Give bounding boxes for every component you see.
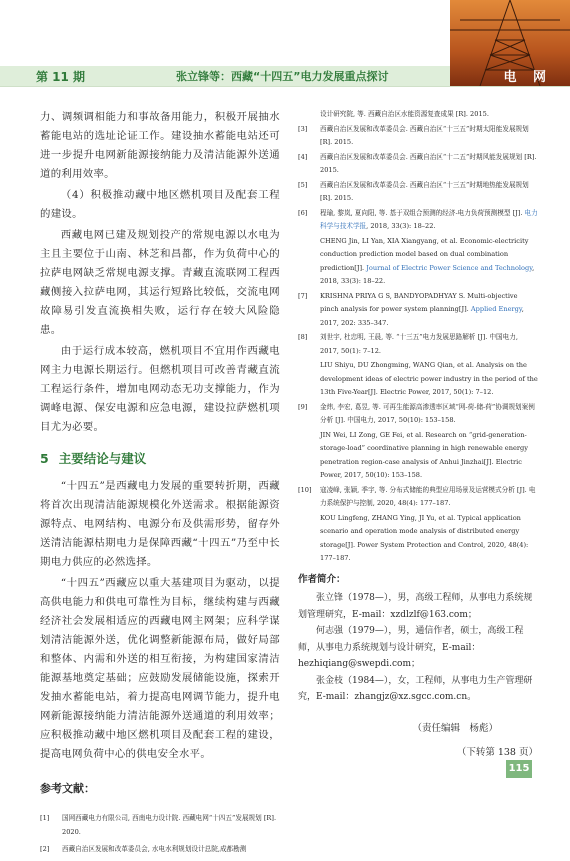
- reference-item: [40, 843, 280, 857]
- reference-text: 西藏自治区发展和改革委员会, 水电水利规划设计总院,成都勘测: [62, 845, 247, 853]
- reference-text: 金炜, 李宏, 葛昱, 等. 可再生能源高渗透率区域“网-荷-储-荷”协调规划案例分析 [J]. 中国电力, 2017, 50(10): 153–158.: [320, 402, 535, 424]
- reference-text: , 2017, 202: 335–347.: [320, 305, 524, 327]
- reference-item: [298, 179, 538, 206]
- paragraph: （4）积极推动藏中地区燃机项目及配套工程的建设。: [40, 189, 280, 220]
- reference-item: [298, 359, 538, 400]
- section-title: 主要结论与建议: [58, 451, 147, 466]
- reference-text: 西藏自治区发展和改革委员会. 西藏自治区“十二五”时期风能发展规划 [R]. 2015.: [320, 152, 537, 174]
- reference-number: [10]: [298, 485, 312, 494]
- left-column: [40, 108, 280, 861]
- reference-text: 程瑜, 黎岚, 夏向阳, 等. 基于双组合预测的经济-电力负荷预测模型 [J].: [320, 208, 525, 217]
- reference-text: 西藏自治区发展和改革委员会. 西藏自治区“十三五”时期地热能发展规划 [R]. 2015.: [320, 180, 529, 202]
- continued-note: （下转第 138 页）: [456, 746, 538, 758]
- reference-item: [298, 512, 538, 566]
- reference-item: [298, 401, 538, 428]
- reference-text: 西藏自治区发展和改革委员会. 西藏自治区“十三五”时期太阳能发展规划 [R]. 2015.: [320, 124, 529, 146]
- reference-item: [298, 235, 538, 289]
- author-info: [298, 572, 538, 706]
- reference-text: JIN Wei, LI Zong, GE Fei, et al. Research on “grid-generation-storage-load” coordinative planning in high renewable energy penetration region-case analysis of Anhui Jinzhai[J]. Electric Power, 2017, 50(10): 153–158.: [320, 430, 528, 479]
- reference-item: [298, 429, 538, 483]
- references-title: 参考文献：: [40, 782, 95, 795]
- author-entry: 张金枝（1984—），女，工程师，从事电力生产管理研究，E-mail：zhangjz@xz.sgcc.com.cn。: [298, 675, 533, 702]
- paragraph: 力、调频调相能力和事故备用能力，积极开展抽水蓄能电站的选址论证工作。建设抽水蓄能电站还可进一步提升电网新能源接纳能力及清洁能源外送通道的利用效率。: [40, 111, 280, 180]
- page-number: 115: [506, 760, 532, 778]
- reference-item: [40, 812, 280, 839]
- reference-number: [8]: [298, 333, 308, 341]
- reference-number: [6]: [298, 208, 308, 217]
- right-column: [298, 108, 538, 758]
- reference-item: [298, 331, 538, 358]
- reference-text: LIU Shiyu, DU Zhongming, WANG Qian, et al. Analysis on the development ideas of electric power industry in the period of the 13th Five-Year[J]. Electric Power, 2017, 50(1): 7–12.: [320, 361, 538, 396]
- reference-continuation: [298, 108, 538, 122]
- paragraph: “十四五”是西藏电力发展的重要转折期，西藏将首次出现清洁能源规模化外送需求。根据能源资源特点、电网结构、电源分布及供需形势，留存外送清洁能源枯期电力是保障西藏“十四五”乃至中长期电力供应的必然选择。: [40, 480, 280, 568]
- reference-list: [298, 123, 538, 566]
- reference-number: [9]: [298, 402, 308, 411]
- reference-item: [298, 290, 538, 331]
- journal-link[interactable]: Journal of Electric Power Science and Technology: [366, 263, 533, 272]
- page-header: [0, 0, 570, 92]
- reference-item: [298, 484, 538, 511]
- section-number: 5: [40, 451, 49, 466]
- reference-item: [298, 151, 538, 178]
- journal-link[interactable]: 电力科学与技术学报: [320, 208, 538, 230]
- reference-item: [298, 123, 538, 150]
- reference-text: 设计研究院, 等. 西藏自治区水能资源复查成果 [R]. 2015.: [320, 110, 489, 118]
- author-entry: 张立锋（1978—），男，高级工程师，从事电力系统规划管理研究，E-mail：xzdlzlf@163.com；: [298, 593, 533, 620]
- journal-name: 电 网: [503, 70, 552, 85]
- reference-number: [4]: [298, 152, 308, 161]
- reference-text: 国网西藏电力有限公司, 西南电力设计院. 西藏电网“十四五”发展规划 [R]. 2020.: [62, 814, 277, 836]
- paragraph: “十四五”西藏应以重大基建项目为驱动，以提高供电能力和供电可靠性为目标，继续构建与西藏经济社会发展相适应的西藏电网主网架；应科学谋划清洁能源外送，优化调整新能源布局，做好局部和整体、内需和外送的相互衔接，为构建国家清洁能源基地奠定基础；应鼓励发展储能设施，探索开发抽水蓄能电站，着力提高电网调节能力，提升电网新能源接纳能力清洁能源外送通道的利用效率；应积极推动藏中地区燃机项目及配套工程的建设，提高电网负荷中心的供电安全水平。: [40, 577, 280, 760]
- responsible-editor: （责任编辑 杨彪）: [412, 722, 498, 734]
- reference-text: KOU Lingfeng, ZHANG Ying, JI Yu, et al. Typical application scenario and operation mode analysis of distributed energy storage[J]. Power System Protection and Control, 2020, 48(4): 177–187.: [320, 513, 529, 562]
- issue-number: 第 11 期: [36, 70, 86, 84]
- reference-text: KRISHNA PRIYA G S, BANDYOPADHYAY S. Multi-objective pinch analysis for power system planning[J].: [320, 291, 518, 313]
- reference-text: , 2018, 33(3): 18–22.: [320, 263, 535, 285]
- reference-text: , 2018, 33(3): 18–22.: [366, 222, 436, 230]
- reference-text: CHENG Jin, LI Yan, XIA Xiangyang, et al. Economic-electricity conduction prediction model based on dual combination prediction[J].: [320, 236, 529, 272]
- reference-number: [2]: [40, 845, 50, 853]
- reference-number: [5]: [298, 180, 308, 189]
- reference-number: [7]: [298, 291, 308, 300]
- reference-number: [3]: [298, 124, 308, 133]
- reference-number: [1]: [40, 814, 50, 822]
- reference-item: [298, 207, 538, 234]
- paragraph: 由于运行成本较高，燃机项目不宜用作西藏电网主力电源长期运行。但燃机项目可改善青藏直流工程运行条件，增加电网动态无功支撑能力，作为调峰电源、保安电源和应急电源，建设拉萨燃机项目尤为必要。: [40, 345, 280, 433]
- author-info-title: 作者简介：: [298, 573, 346, 585]
- paragraph: 西藏电网已建及规划投产的常规电源以水电为主且主要位于山南、林芝和昌都，作为负荷中心的拉萨电网缺乏常规电源支撑。青藏直流联网工程西藏侧接入拉萨电网，其运行短路比较低，交流电网故障易引发直流换相失败，运行存在较大风险隐患。: [40, 229, 280, 336]
- reference-text: 寇凌峰, 张颖, 季宇, 等. 分布式储能的典型应用场景及运营模式分析 [J]. 电力系统保护与控制, 2020, 48(4): 177–187.: [320, 485, 536, 507]
- running-title: 张立锋等：西藏“十四五”电力发展重点探讨: [176, 70, 389, 83]
- section-heading: [40, 449, 280, 467]
- author-entry: 何志强（1979—），男，通信作者，硕士，高级工程师，从事电力系统规划与设计研究，E-mail：hezhiqiang@swepdi.com；: [298, 626, 524, 669]
- reference-text: 刘世宇, 杜忠明, 王晨, 等. “十三五”电力发展思路解析 [J]. 中国电力, 2017, 50(1): 7–12.: [320, 333, 518, 355]
- journal-link[interactable]: Applied Energy: [470, 305, 522, 313]
